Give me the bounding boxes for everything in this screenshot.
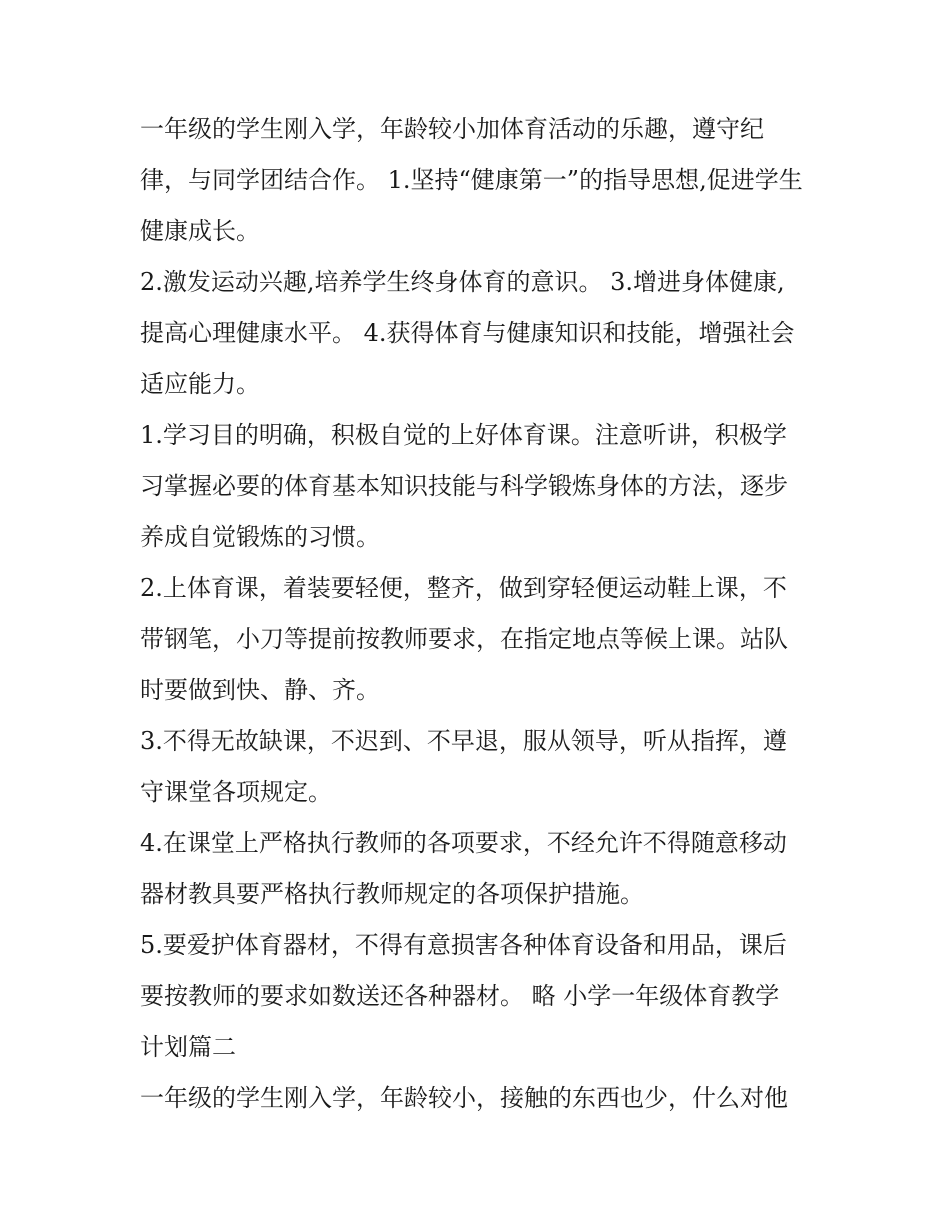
text-line: 时要做到快、静、齐。	[140, 676, 380, 704]
text-line: 提高心理健康水平。 4.获得体育与健康知识和技能，增强社会	[140, 319, 795, 347]
text-line: 适应能力。	[140, 370, 260, 398]
text-line: 带钢笔，小刀等提前按教师要求，在指定地点等候上课。站队	[140, 625, 788, 653]
text-line: 2.激发运动兴趣,培养学生终身体育的意识。 3.增进身体健康,	[140, 268, 785, 296]
text-line: 习掌握必要的体育基本知识技能与科学锻炼身体的方法，逐步	[140, 472, 788, 500]
text-line: 器材教具要严格执行教师规定的各项保护措施。	[140, 880, 644, 908]
text-line: 守课堂各项规定。	[140, 778, 332, 806]
text-line: 一年级的学生刚入学，年龄较小加体育活动的乐趣，遵守纪	[140, 115, 764, 143]
text-line: 一年级的学生刚入学，年龄较小，接触的东西也少，什么对他	[140, 1084, 788, 1112]
document-body	[140, 104, 814, 1124]
text-line: 3.不得无故缺课，不迟到、不早退，服从领导，听从指挥，遵	[140, 727, 787, 755]
text-line: 5.要爱护体育器材，不得有意损害各种体育设备和用品，课后	[140, 931, 787, 959]
text-line: 2.上体育课，着装要轻便，整齐，做到穿轻便运动鞋上课，不	[140, 574, 787, 602]
text-line: 健康成长。	[140, 217, 260, 245]
text-line: 4.在课堂上严格执行教师的各项要求，不经允许不得随意移动	[140, 829, 787, 857]
text-line: 养成自觉锻炼的习惯。	[140, 523, 380, 551]
text-line: 计划篇二	[140, 1033, 236, 1061]
text-line: 要按教师的要求如数送还各种器材。 略 小学一年级体育教学	[140, 982, 780, 1010]
text-line: 1.学习目的明确，积极自觉的上好体育课。注意听讲，积极学	[140, 421, 787, 449]
text-line: 律，与同学团结合作。 1.坚持“健康第一”的指导思想,促进学生	[140, 166, 803, 194]
